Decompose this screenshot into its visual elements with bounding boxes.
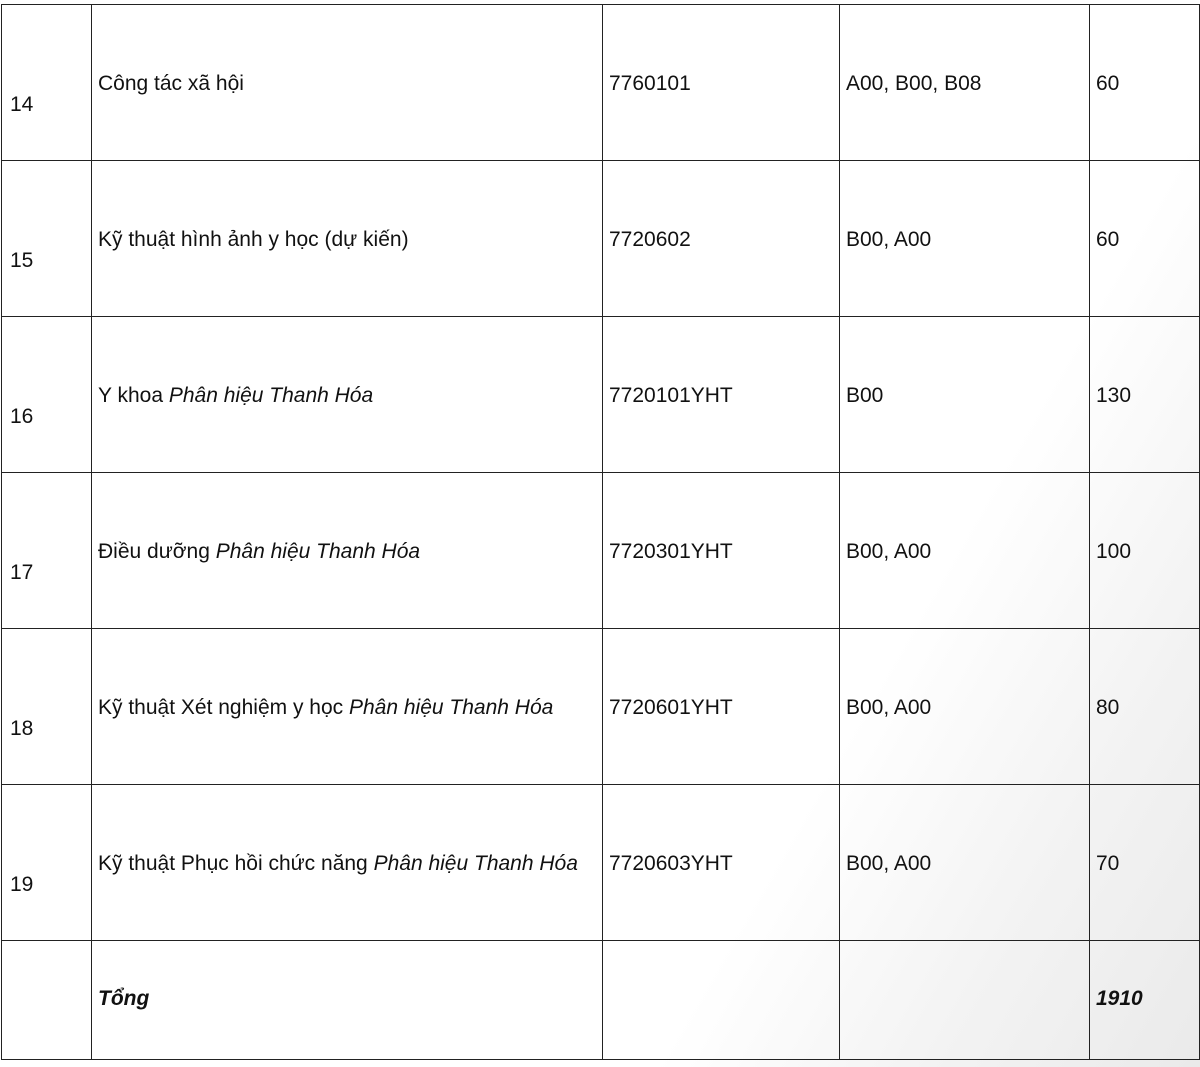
empty-cell — [603, 941, 840, 1060]
row-number: 16 — [10, 405, 34, 428]
table-row — [2, 785, 1200, 941]
row-number-cell — [2, 785, 92, 941]
row-number: 14 — [10, 93, 34, 116]
subject-combos: B00, A00 — [846, 228, 932, 251]
quota: 80 — [1096, 696, 1120, 719]
total-label: Tổng — [98, 987, 150, 1010]
subject-combos-cell — [840, 473, 1090, 629]
major-code-cell — [603, 785, 840, 941]
major-name: Kỹ thuật Phục hồi chức năng — [98, 852, 368, 875]
quota-cell — [1090, 473, 1200, 629]
subject-combos-cell — [840, 785, 1090, 941]
subject-combos: B00, A00 — [846, 540, 932, 563]
subject-combos: A00, B00, B08 — [846, 72, 982, 95]
quota: 60 — [1096, 228, 1120, 251]
quota: 60 — [1096, 72, 1120, 95]
subject-combos-cell — [840, 317, 1090, 473]
quota-cell — [1090, 317, 1200, 473]
major-code: 7760101 — [609, 72, 691, 95]
major-code-cell — [603, 161, 840, 317]
major-code: 7720602 — [609, 228, 691, 251]
major-name: Kỹ thuật hình ảnh y học (dự kiến) — [98, 228, 409, 251]
table-row — [2, 629, 1200, 785]
quota: 130 — [1096, 384, 1132, 407]
table-row — [2, 473, 1200, 629]
subject-combos: B00, A00 — [846, 852, 932, 875]
major-code: 7720301YHT — [609, 540, 733, 563]
major-cell — [92, 5, 603, 161]
major-code-cell — [603, 473, 840, 629]
branch-name: Phân hiệu Thanh Hóa — [215, 540, 421, 563]
branch-name: Phân hiệu Thanh Hóa — [348, 696, 554, 719]
major-cell — [92, 161, 603, 317]
major-code-cell — [603, 317, 840, 473]
row-number-cell — [2, 317, 92, 473]
major-cell — [92, 317, 603, 473]
row-number-cell — [2, 629, 92, 785]
branch-name: Phân hiệu Thanh Hóa — [373, 852, 578, 875]
subject-combos-cell — [840, 161, 1090, 317]
row-number: 19 — [10, 873, 34, 896]
row-number: 18 — [10, 717, 34, 740]
subject-combos: B00 — [846, 384, 884, 407]
table-row — [2, 317, 1200, 473]
row-number-cell-empty — [2, 941, 92, 1060]
major-name: Kỹ thuật Xét nghiệm y học — [98, 696, 344, 719]
quota: 100 — [1096, 540, 1132, 563]
row-number: 15 — [10, 249, 34, 272]
major-code-cell — [603, 629, 840, 785]
major-cell — [92, 785, 603, 941]
table-row — [2, 5, 1200, 161]
quota-cell — [1090, 785, 1200, 941]
quota-cell — [1090, 161, 1200, 317]
major-cell — [92, 629, 603, 785]
table-row — [2, 161, 1200, 317]
total-label-cell — [92, 941, 603, 1060]
row-number-cell — [2, 5, 92, 161]
empty-cell — [840, 941, 1090, 1060]
major-cell — [92, 473, 603, 629]
total-row — [2, 941, 1200, 1060]
major-name: Y khoa — [98, 384, 163, 407]
major-name: Công tác xã hội — [98, 72, 244, 95]
major-code: 7720101YHT — [609, 384, 733, 407]
admissions-table — [1, 4, 1200, 1060]
major-code: 7720601YHT — [609, 696, 733, 719]
quota-cell — [1090, 5, 1200, 161]
row-number-cell — [2, 473, 92, 629]
total-quota-cell — [1090, 941, 1200, 1060]
row-number-cell — [2, 161, 92, 317]
major-code: 7720603YHT — [609, 852, 733, 875]
major-code-cell — [603, 5, 840, 161]
subject-combos-cell — [840, 5, 1090, 161]
total-quota: 1910 — [1096, 987, 1143, 1010]
subject-combos-cell — [840, 629, 1090, 785]
row-number: 17 — [10, 561, 34, 584]
quota: 70 — [1096, 852, 1120, 875]
quota-cell — [1090, 629, 1200, 785]
major-name: Điều dưỡng — [98, 540, 210, 563]
subject-combos: B00, A00 — [846, 696, 932, 719]
branch-name: Phân hiệu Thanh Hóa — [168, 384, 374, 407]
